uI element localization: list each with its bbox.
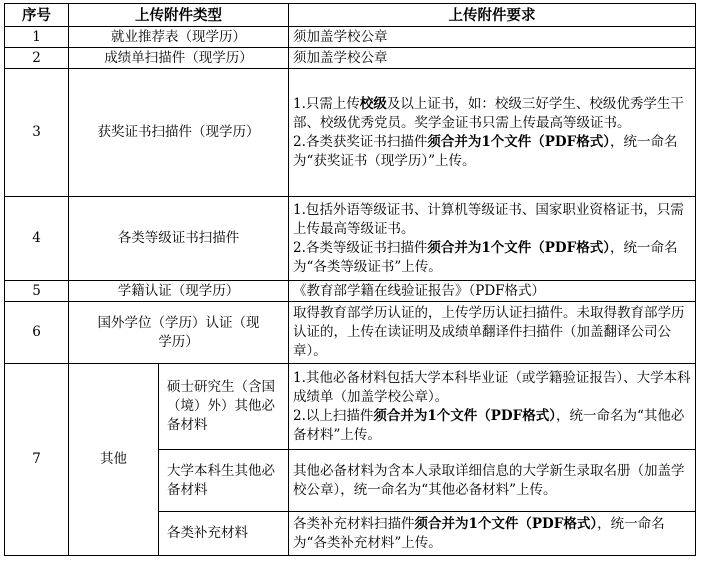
attachment-requirement xyxy=(289,364,696,450)
table-row xyxy=(5,48,696,69)
requirement-text: ，统一命名为“获奖证书（现学历）”上传。 xyxy=(293,133,678,169)
attachment-requirement xyxy=(289,197,696,281)
attachment-type: 国外学位（学历）认证（现学历） xyxy=(69,302,289,364)
table-row xyxy=(5,69,696,197)
attachment-type: 就业推荐表（现学历） xyxy=(69,27,289,48)
attachment-requirement: 须加盖学校公章 xyxy=(289,48,696,69)
attachment-type: 学籍认证（现学历） xyxy=(69,281,289,302)
attachment-requirement xyxy=(289,512,696,556)
attachment-requirement: 其他必备材料为含本人录取详细信息的大学新生录取名册（加盖学校公章），统一命名为“其他必备材料”上传。 xyxy=(289,450,696,512)
requirement-paragraph: 1.其他必备材料包括大学本科毕业证（或学籍验证报告）、大学本科成绩单（加盖学校公章）。 xyxy=(293,369,691,405)
row-number: 1 xyxy=(5,27,69,48)
requirement-emphasis: 须合并为1个文件（PDF格式） xyxy=(373,407,556,424)
table-row xyxy=(5,364,696,450)
attachment-type: 成绩单扫描件（现学历） xyxy=(69,48,289,69)
requirement-emphasis: 须合并为1个文件（PDF格式） xyxy=(427,133,610,150)
attachment-requirements-table xyxy=(4,3,696,556)
requirement-paragraph xyxy=(293,133,691,171)
requirement-text: 2.各类获奖证书扫描件 xyxy=(293,133,428,150)
table-row xyxy=(5,281,696,302)
requirement-text: 2.以上扫描件 xyxy=(293,407,374,424)
requirement-paragraph xyxy=(293,95,691,133)
row-number: 5 xyxy=(5,281,69,302)
row-number: 3 xyxy=(5,69,69,197)
attachment-type: 各类等级证书扫描件 xyxy=(69,197,289,281)
requirement-emphasis: 须合并为1个文件（PDF格式） xyxy=(414,515,598,532)
requirement-paragraph xyxy=(293,239,691,277)
table-row xyxy=(5,27,696,48)
requirement-text: ，统一命名为“其他必备材料”上传。 xyxy=(293,407,685,443)
header-requirement: 上传附件要求 xyxy=(289,4,696,27)
header-row xyxy=(5,4,696,27)
requirement-text: 及以上证书，如：校级三好学生、校级优秀学生干部、校级优秀党员。奖学金证书只需上传最高等级证书。 xyxy=(293,95,684,131)
requirement-emphasis: 校级 xyxy=(359,95,387,112)
row-number: 6 xyxy=(5,302,69,364)
attachment-subtype: 硕士研究生（含国（境）外）其他必备材料 xyxy=(159,364,289,450)
header-type: 上传附件类型 xyxy=(69,4,289,27)
row-number: 7 xyxy=(5,364,69,556)
requirement-paragraph: 1.包括外语等级证书、计算机等级证书、国家职业资格证书，只需上传最高等级证书。 xyxy=(293,201,684,237)
requirement-text: 2.各类等级证书扫描件 xyxy=(293,239,428,256)
attachment-requirement: 取得教育部学历认证的，上传学历认证扫描件。未取得教育部学历认证的，上传在读证明及成绩单翻译件扫描件（加盖翻译公司公章）。 xyxy=(289,302,696,364)
table-row xyxy=(5,302,696,364)
requirement-emphasis: 须合并为1个文件（PDF格式） xyxy=(427,239,610,256)
header-no: 序号 xyxy=(5,4,69,27)
attachment-requirement: 《教育部学籍在线验证报告》（PDF格式） xyxy=(289,281,696,302)
attachment-type: 获奖证书扫描件（现学历） xyxy=(69,69,289,197)
table-row xyxy=(5,197,696,281)
attachment-type: 其他 xyxy=(69,364,159,556)
row-number: 2 xyxy=(5,48,69,69)
attachment-subtype: 各类补充材料 xyxy=(159,512,289,556)
attachment-subtype: 大学本科生其他必备材料 xyxy=(159,450,289,512)
requirement-paragraph xyxy=(293,407,691,445)
row-number: 4 xyxy=(5,197,69,281)
attachment-requirement: 须加盖学校公章 xyxy=(289,27,696,48)
requirement-text: ，统一命名为“各类等级证书”上传。 xyxy=(293,239,678,275)
requirement-text: ，统一命名为“各类补充材料”上传。 xyxy=(293,515,665,551)
requirement-text: 各类补充材料扫描件 xyxy=(293,515,415,532)
requirement-text: 1.只需上传 xyxy=(293,95,360,112)
attachment-requirement xyxy=(289,69,696,197)
